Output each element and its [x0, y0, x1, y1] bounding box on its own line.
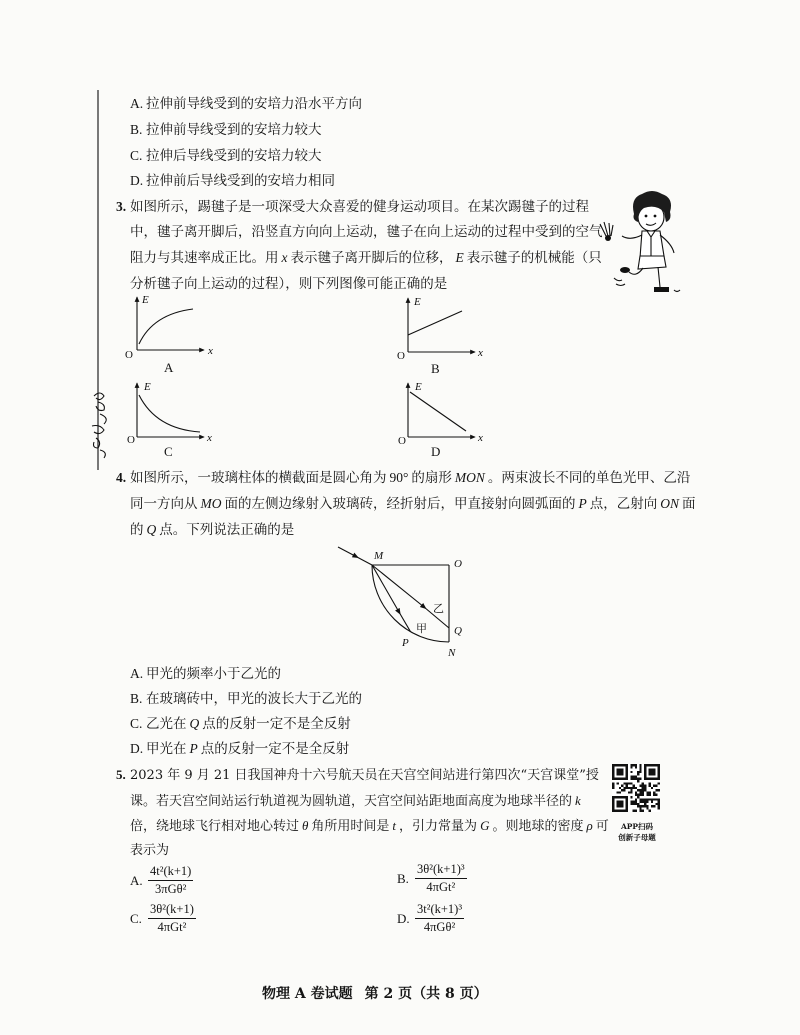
x-axis-label: x	[207, 432, 212, 444]
face-mo: MO	[200, 496, 222, 511]
face-on: ON	[660, 496, 680, 511]
sector-name: MON	[454, 470, 485, 485]
q4-line-1	[116, 469, 690, 487]
numerator: 3θ²(k+1)³	[415, 862, 467, 879]
origin-label: O	[127, 434, 135, 445]
q4-line-3-text-a: 的	[130, 522, 144, 538]
graph-a-caption: A	[164, 360, 174, 375]
question-number: 4.	[116, 470, 127, 485]
y-axis-label: E	[142, 294, 149, 306]
label-jia: 甲	[416, 623, 427, 635]
sector-diagram	[330, 538, 470, 662]
y-axis-label: E	[144, 381, 151, 393]
graph-d	[389, 377, 489, 445]
denominator: 4πGt²	[157, 920, 187, 934]
incident-ray	[338, 547, 372, 565]
graph-b	[389, 292, 489, 360]
option-text: 在玻璃砖中，甲光的波长大于乙光的	[146, 691, 362, 707]
q2-option-d	[130, 172, 335, 190]
option-letter: D.	[130, 741, 144, 756]
qr-caption	[606, 821, 668, 843]
x-axis-label: x	[208, 345, 213, 357]
q5-line-3-text-a: 倍，绕地球飞行相对地心转过	[130, 819, 300, 834]
fraction	[148, 902, 196, 935]
q4-option-d	[130, 740, 349, 758]
q5-line-3-text-c: ，引力常量为	[399, 819, 478, 834]
q5-line-2-text: 课。若天宫空间站运行轨道视为圆轨道，天宫空间站距地面高度为地球半径的	[130, 794, 573, 809]
numerator: 3θ²(k+1)	[148, 902, 196, 919]
label-p: P	[402, 637, 409, 649]
graph-c-caption: C	[164, 444, 173, 459]
fraction	[415, 902, 464, 935]
origin-label: O	[125, 349, 133, 360]
q5-option-a	[130, 864, 193, 897]
x-axis-label: x	[478, 347, 483, 359]
qr-caption-line-1: APP扫码	[620, 822, 654, 831]
density-variable: ρ	[586, 818, 593, 833]
q3-line-3-text-b: 表示毽子离开脚后的位移，	[290, 250, 453, 266]
option-letter: A.	[130, 666, 144, 681]
q5-line-3	[130, 817, 609, 836]
option-text-a: 乙光在	[146, 716, 187, 732]
label-q: Q	[454, 625, 462, 637]
q4-line-3	[130, 521, 294, 539]
q4-line-1-text-c: 。两束波长不同的单色光甲、乙沿	[487, 470, 691, 486]
option-text-b: 点的反射一定不是全反射	[202, 716, 351, 732]
point-q: Q	[146, 522, 157, 537]
label-yi: 乙	[433, 603, 444, 615]
q5-line-2	[130, 792, 584, 811]
q4-line-2-text-c: 点，乙射向	[589, 496, 658, 512]
label-n: N	[448, 647, 456, 659]
q5-option-c	[130, 902, 196, 935]
q2-option-b	[130, 121, 322, 139]
shuttlecock-icon	[600, 222, 613, 241]
graph-c	[118, 377, 218, 445]
label-o: O	[454, 558, 462, 570]
angle-variable: θ	[302, 818, 309, 833]
shuttlecock-kid-illustration	[594, 190, 686, 302]
ray-jia	[372, 565, 411, 632]
gravitational-constant-variable: G	[480, 818, 490, 833]
q5-line-3-text-b: 角所用时间是	[311, 819, 390, 834]
q4-line-1-text-b: 的扇形	[411, 470, 452, 486]
q3-line-2: 中，毽子离开脚后，沿竖直方向向上运动，毽子在向上运动的过程中受到的空气	[130, 224, 603, 240]
graph-d-caption: D	[431, 444, 441, 459]
option-letter: B.	[130, 122, 143, 137]
question-number: 3.	[116, 199, 127, 214]
qr-caption-line-2: 创新子母题	[618, 833, 656, 842]
q4-line-2-text-b: 面的左侧边缘射入玻璃砖，经折射后，甲直接射向圆弧面的	[224, 496, 576, 512]
q2-option-c	[130, 147, 322, 165]
graph-b-caption: B	[431, 361, 440, 376]
q4-line-2-text-a: 同一方向从	[130, 496, 198, 512]
y-axis-label: E	[415, 381, 422, 393]
page-footer	[262, 985, 488, 1003]
energy-curve	[139, 395, 200, 432]
origin-label: O	[398, 435, 406, 445]
point-p: P	[189, 741, 198, 756]
q4-line-2	[130, 495, 696, 513]
option-letter: B.	[397, 870, 409, 886]
time-variable: t	[392, 818, 397, 833]
option-letter: C.	[130, 716, 143, 731]
option-letter: A.	[130, 872, 143, 888]
origin-label: O	[397, 350, 405, 360]
q4-option-a	[130, 665, 281, 683]
q3-line-4: 分析毽子向上运动的过程），则下列图像可能正确的是	[130, 276, 448, 292]
q3-line-3-text-c: 表示毽子的机械能（只	[466, 250, 602, 266]
q4-line-2-text-d: 面	[682, 496, 696, 512]
q2-option-a	[130, 95, 362, 113]
q3-line-3	[130, 249, 602, 267]
option-letter: D.	[130, 173, 144, 188]
q5-line-4: 表示为	[130, 843, 170, 858]
y-axis-label: E	[414, 296, 421, 308]
q3-line-1-text: 如图所示，踢毽子是一项深受大众喜爱的健身运动项目。在某次踢毽子的过程	[130, 199, 589, 215]
ray-yi	[372, 565, 449, 628]
energy-variable: E	[455, 250, 464, 265]
energy-line	[408, 311, 462, 335]
q4-option-b	[130, 690, 362, 708]
q3-line-3-text-a: 阻力与其速率成正比。用	[130, 250, 279, 266]
option-text: 甲光的频率小于乙光的	[146, 666, 281, 682]
option-letter: C.	[130, 910, 142, 926]
footer-page-number: 第 2 页（共 8 页）	[364, 986, 488, 1002]
energy-line	[410, 392, 466, 431]
footer-subject: 物理 A 卷试题	[262, 986, 353, 1002]
option-text: 拉伸前导线受到的安培力沿水平方向	[146, 96, 362, 112]
option-letter: B.	[130, 691, 143, 706]
q5-line-1-text: 2023 年 9 月 21 日我国神舟十六号航天员在天宫空间站进行第四次“天宫课堂”授	[130, 768, 599, 783]
fraction	[415, 862, 467, 895]
option-text-a: 甲光在	[146, 741, 187, 757]
numerator: 3t²(k+1)³	[415, 902, 464, 919]
option-text-b: 点的反射一定不是全反射	[200, 741, 350, 757]
x-axis-label: x	[478, 432, 483, 444]
numerator: 4t²(k+1)	[148, 864, 193, 881]
denominator: 3πGθ²	[155, 882, 187, 896]
option-text: 拉伸前导线受到的安培力较大	[146, 122, 322, 138]
denominator: 4πGt²	[426, 880, 456, 894]
denominator: 4πGθ²	[423, 920, 456, 934]
question-number: 5.	[116, 767, 126, 782]
margin-scribble	[80, 388, 120, 468]
q5-line-3-text-e: 可	[595, 819, 609, 834]
displacement-variable: x	[281, 250, 288, 265]
q5-option-d	[397, 902, 464, 935]
label-m: M	[374, 550, 384, 562]
qr-code	[612, 764, 660, 812]
option-letter: A.	[130, 96, 144, 111]
q5-line-1	[116, 766, 599, 785]
option-letter: C.	[130, 148, 143, 163]
q5-option-b	[397, 862, 467, 895]
height-ratio-variable: k	[575, 793, 581, 808]
option-text: 拉伸前后导线受到的安培力相同	[146, 173, 335, 189]
option-letter: D.	[397, 910, 410, 926]
q3-line-1	[116, 198, 589, 216]
q4-option-c	[130, 715, 351, 733]
graph-a	[118, 292, 218, 360]
point-p: P	[578, 496, 587, 511]
energy-curve	[139, 309, 193, 344]
point-q: Q	[189, 716, 200, 731]
q4-line-1-text-a: 如图所示，一玻璃柱体的横截面是圆心角为	[130, 470, 387, 486]
q4-line-3-text-b: 点。下列说法正确的是	[159, 522, 295, 538]
fraction	[148, 864, 193, 897]
angle-value: 90°	[389, 470, 409, 485]
option-text: 拉伸后导线受到的安培力较大	[146, 148, 322, 164]
q5-line-3-text-d: 。则地球的密度	[492, 819, 584, 834]
